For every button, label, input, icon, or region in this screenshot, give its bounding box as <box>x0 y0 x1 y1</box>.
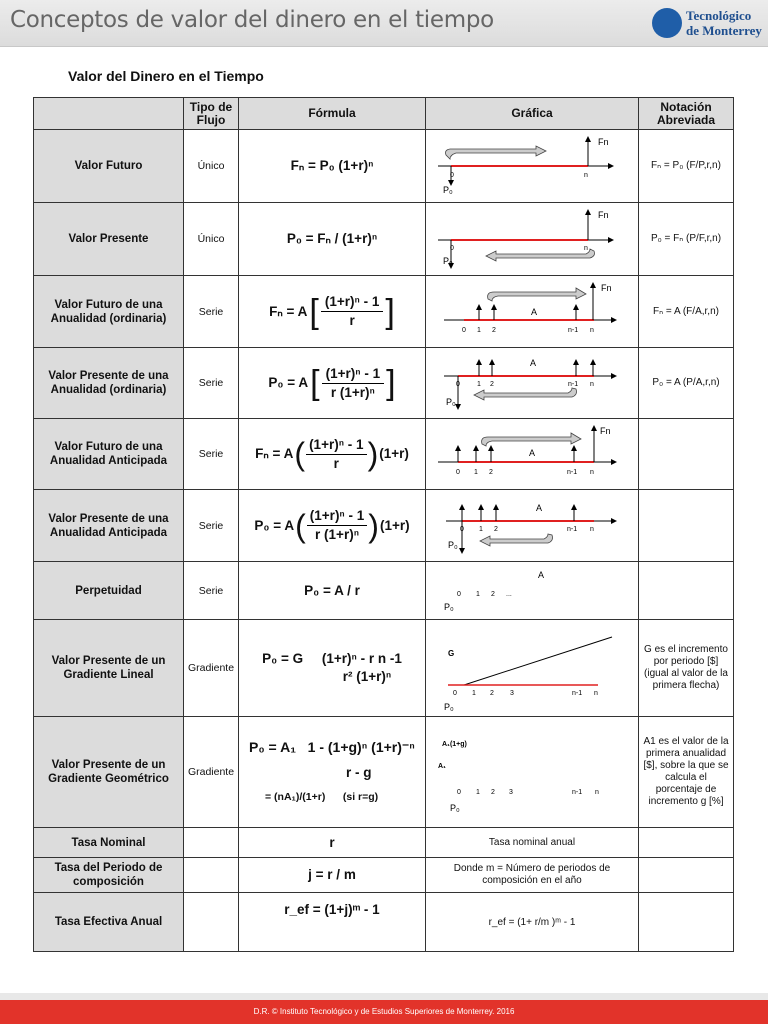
row-tipo: Serie <box>184 562 239 620</box>
row-graph-text: Tasa nominal anual <box>426 828 639 858</box>
cashflow-diagram <box>426 277 637 347</box>
col-header-grafica: Gráfica <box>426 98 639 130</box>
row-notation <box>639 893 734 952</box>
table-row <box>34 276 734 348</box>
row-notation <box>639 490 734 562</box>
svg-text:2: 2 <box>494 525 498 533</box>
svg-text:0: 0 <box>460 525 464 533</box>
svg-text:0: 0 <box>456 468 460 476</box>
row-name: Valor Futuro <box>34 130 184 203</box>
svg-text:1: 1 <box>479 525 483 533</box>
table-header-row <box>34 98 734 130</box>
row-name: Tasa Nominal <box>34 828 184 858</box>
row-tipo: Serie <box>184 276 239 348</box>
cashflow-diagram <box>426 204 637 275</box>
svg-text:Fn: Fn <box>601 282 612 293</box>
svg-text:3: 3 <box>509 788 513 796</box>
cashflow-diagram <box>426 621 637 716</box>
table-row <box>34 419 734 490</box>
row-tipo: Serie <box>184 490 239 562</box>
svg-text:1: 1 <box>474 468 478 476</box>
row-tipo <box>184 858 239 893</box>
row-graph <box>426 717 639 828</box>
table-row <box>34 858 734 893</box>
row-notation <box>639 858 734 893</box>
svg-text:n-1: n-1 <box>567 525 578 533</box>
row-formula: r <box>239 828 426 858</box>
svg-text:1: 1 <box>477 326 481 334</box>
row-name: Valor Futuro de una Anualidad Anticipada <box>34 419 184 490</box>
svg-text:P₀: P₀ <box>444 701 454 712</box>
svg-text:0: 0 <box>462 326 466 334</box>
flow-arrow-icon <box>474 388 577 400</box>
table-row <box>34 203 734 276</box>
formula-table <box>33 97 734 952</box>
row-graph <box>426 490 639 562</box>
svg-text:P₀: P₀ <box>444 601 454 612</box>
row-name: Valor Presente de un Gradiente Geométrico <box>34 717 184 828</box>
row-formula: P₀ = A [ (1+r)ⁿ - 1 r (1+r)ⁿ ] <box>239 348 426 419</box>
svg-text:2: 2 <box>491 788 495 796</box>
cashflow-diagram <box>426 491 637 561</box>
row-formula: P₀ = A / r <box>239 562 426 620</box>
svg-text:n-1: n-1 <box>567 468 578 476</box>
svg-text:A: A <box>536 502 543 513</box>
row-tipo: Gradiente <box>184 620 239 717</box>
row-name: Valor Futuro de una Anualidad (ordinaria) <box>34 276 184 348</box>
svg-text:n-1: n-1 <box>568 380 579 388</box>
row-notation: P₀ = A (P/A,r,n) <box>639 348 734 419</box>
flow-arrow-icon <box>482 433 581 446</box>
svg-text:A: A <box>538 569 545 580</box>
row-name: Valor Presente de un Gradiente Lineal <box>34 620 184 717</box>
row-notation <box>639 562 734 620</box>
row-formula: Fₙ = P₀ (1+r)ⁿ <box>239 130 426 203</box>
svg-text:1: 1 <box>476 590 480 598</box>
row-name: Valor Presente de una Anualidad Anticipada <box>34 490 184 562</box>
row-name: Tasa Efectiva Anual <box>34 893 184 952</box>
svg-text:0: 0 <box>457 590 461 598</box>
row-notation <box>639 828 734 858</box>
svg-text:0: 0 <box>453 689 457 697</box>
table-row <box>34 828 734 858</box>
svg-text:1: 1 <box>472 689 476 697</box>
page-title: Conceptos de valor del dinero en el tiempo <box>10 7 494 33</box>
table-row <box>34 893 734 952</box>
svg-text:P₀: P₀ <box>448 539 458 550</box>
footer-divider <box>0 993 768 1000</box>
row-notation: A1 es el valor de la primera anualidad [$], sobre la que se calcula el porcentaje de incremento g [%] <box>639 717 734 828</box>
svg-text:0: 0 <box>450 244 454 252</box>
svg-text:n-1: n-1 <box>568 326 579 334</box>
row-formula: P₀ = A ( (1+r)ⁿ - 1 r (1+r)ⁿ ) (1+r) <box>239 490 426 562</box>
svg-text:n-1: n-1 <box>572 689 583 697</box>
svg-text:A: A <box>529 447 536 458</box>
svg-text:0: 0 <box>450 171 454 179</box>
row-graph-text: Donde m = Número de periodos de composición en el año <box>426 858 639 893</box>
row-formula: P₀ = Fₙ / (1+r)ⁿ <box>239 203 426 276</box>
row-formula: Fₙ = A [ (1+r)ⁿ - 1 r ] <box>239 276 426 348</box>
row-notation: G es el incremento por periodo [$] (igual al valor de la primera flecha) <box>639 620 734 717</box>
row-tipo: Serie <box>184 419 239 490</box>
svg-text:2: 2 <box>491 590 495 598</box>
row-name: Valor Presente <box>34 203 184 276</box>
svg-text:3: 3 <box>510 689 514 697</box>
svg-text:P₀: P₀ <box>446 396 456 407</box>
row-graph <box>426 348 639 419</box>
svg-text:2: 2 <box>489 468 493 476</box>
svg-text:n: n <box>595 788 599 796</box>
svg-text:1: 1 <box>476 788 480 796</box>
svg-text:A₁: A₁ <box>438 762 446 770</box>
row-graph <box>426 562 639 620</box>
page-header <box>0 0 768 47</box>
svg-text:2: 2 <box>490 689 494 697</box>
svg-text:2: 2 <box>492 326 496 334</box>
table-row <box>34 620 734 717</box>
row-formula: Fₙ = A ( (1+r)ⁿ - 1 r ) (1+r) <box>239 419 426 490</box>
row-notation: Fₙ = A (F/A,r,n) <box>639 276 734 348</box>
cashflow-diagram <box>426 131 637 202</box>
col-header-formula: Fórmula <box>239 98 426 130</box>
col-header-tipo: Tipo de Flujo <box>184 98 239 130</box>
row-tipo: Gradiente <box>184 717 239 828</box>
label-fn: Fn <box>598 136 609 147</box>
table-row <box>34 490 734 562</box>
cashflow-diagram <box>426 718 637 827</box>
row-formula: P₀ = A₁ 1 - (1+g)ⁿ (1+r)⁻ⁿ r - g = (nA₁)/(1+r) (si r=g) <box>239 717 426 828</box>
table-row <box>34 717 734 828</box>
row-name: Valor Presente de una Anualidad (ordinaria) <box>34 348 184 419</box>
row-graph-text: r_ef = (1+ r/m )ᵐ - 1 <box>426 893 639 952</box>
row-tipo: Serie <box>184 348 239 419</box>
row-notation: Fₙ = P₀ (F/P,r,n) <box>639 130 734 203</box>
row-tipo: Único <box>184 203 239 276</box>
logo-emblem-icon <box>652 8 682 38</box>
svg-text:0: 0 <box>456 380 460 388</box>
svg-text:G: G <box>448 648 455 658</box>
row-notation: P₀ = Fₙ (P/F,r,n) <box>639 203 734 276</box>
flow-arrow-icon <box>486 249 595 261</box>
svg-text:2: 2 <box>490 380 494 388</box>
svg-text:Fn: Fn <box>600 425 611 436</box>
row-graph <box>426 130 639 203</box>
tec-logo <box>652 6 768 42</box>
svg-text:n: n <box>594 689 598 697</box>
svg-text:Fn: Fn <box>598 209 609 220</box>
row-graph <box>426 276 639 348</box>
svg-text:A: A <box>531 306 538 317</box>
svg-text:A: A <box>530 357 537 368</box>
row-name: Tasa del Periodo de composición <box>34 858 184 893</box>
row-graph <box>426 203 639 276</box>
cashflow-diagram <box>426 420 637 489</box>
flow-arrow-icon <box>480 534 553 546</box>
table-row <box>34 130 734 203</box>
svg-text:P₀: P₀ <box>450 802 460 813</box>
svg-text:...: ... <box>506 590 512 598</box>
row-graph <box>426 620 639 717</box>
logo-text: Tecnológico de Monterrey <box>686 8 762 38</box>
svg-text:n: n <box>590 525 594 533</box>
svg-text:n: n <box>590 326 594 334</box>
row-formula: j = r / m <box>239 858 426 893</box>
row-formula: P₀ = G (1+r)ⁿ - r n -1 r² (1+r)ⁿ <box>239 620 426 717</box>
label-p0: P₀ <box>443 184 453 195</box>
flow-arrow-icon <box>446 146 547 159</box>
col-header-notacion: Notación Abreviada <box>639 98 734 130</box>
row-name: Perpetuidad <box>34 562 184 620</box>
svg-text:A₁(1+g): A₁(1+g) <box>442 740 467 748</box>
svg-text:P₀: P₀ <box>443 255 453 266</box>
row-formula: r_ef = (1+j)ᵐ - 1 <box>239 893 426 952</box>
document-title: Valor del Dinero en el Tiempo <box>68 68 264 84</box>
svg-text:n-1: n-1 <box>572 788 583 796</box>
row-graph <box>426 419 639 490</box>
cashflow-diagram <box>426 563 637 619</box>
svg-text:n: n <box>590 468 594 476</box>
cashflow-diagram <box>426 349 637 418</box>
table-row <box>34 562 734 620</box>
row-tipo <box>184 828 239 858</box>
svg-text:1: 1 <box>477 380 481 388</box>
row-notation <box>639 419 734 490</box>
svg-text:n: n <box>584 171 588 179</box>
svg-text:0: 0 <box>457 788 461 796</box>
svg-text:n: n <box>590 380 594 388</box>
col-header-concept <box>34 98 184 130</box>
svg-text:n: n <box>584 244 588 252</box>
footer-copyright: D.R. © Instituto Tecnológico y de Estudios Superiores de Monterrey. 2016 <box>0 1000 768 1024</box>
row-tipo: Único <box>184 130 239 203</box>
flow-arrow-icon <box>488 288 586 301</box>
table-row <box>34 348 734 419</box>
row-tipo <box>184 893 239 952</box>
